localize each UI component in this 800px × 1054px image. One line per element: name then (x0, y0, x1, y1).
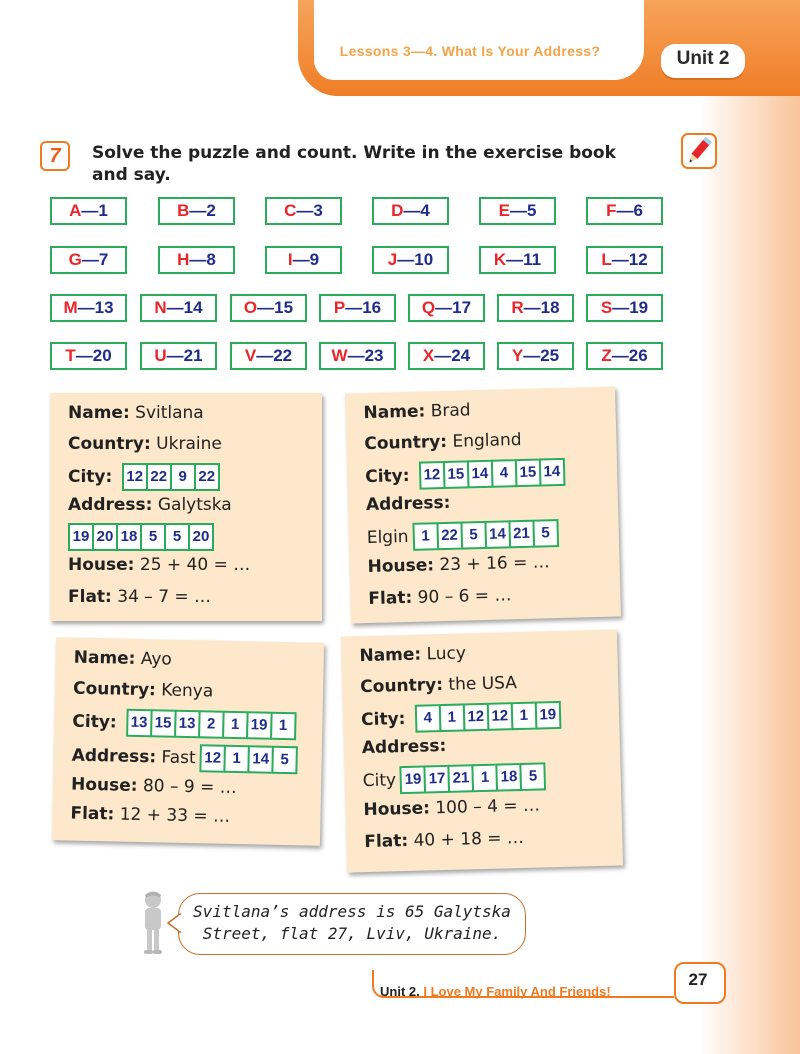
key-letter: Q (421, 298, 436, 317)
key-number: 18 (540, 298, 560, 317)
code-box: 13 (174, 710, 201, 739)
key-tile-2 (265, 197, 342, 225)
key-number: 7 (98, 250, 109, 269)
code-box: 12 (419, 461, 446, 490)
address-label: Address: (68, 495, 153, 515)
key-tile-4 (479, 246, 556, 274)
key-dash: — (75, 346, 93, 365)
key-tile-2 (265, 246, 342, 274)
code-box: 1 (438, 703, 465, 732)
address-row (71, 742, 296, 775)
exercise-number: 7 (40, 141, 70, 171)
key-dash: — (616, 201, 634, 220)
key-tile-6 (586, 342, 663, 370)
code-box: 19 (534, 701, 561, 730)
speech-bubble-tail (166, 912, 182, 934)
key-dash: — (81, 201, 99, 220)
key-number: 15 (274, 298, 294, 317)
code-box: 14 (467, 460, 494, 489)
code-box: 12 (199, 744, 226, 773)
name-value: Lucy (426, 643, 467, 665)
key-dash: — (611, 346, 629, 365)
code-box: 5 (532, 519, 559, 548)
address-card (341, 629, 623, 872)
key-dash: — (434, 346, 452, 365)
name-row (74, 648, 172, 670)
lesson-title: Lessons 3—4. What Is Your Address? (339, 43, 601, 59)
code-box: 5 (520, 762, 547, 791)
code-box: 22 (436, 522, 463, 551)
address-code-boxes (400, 762, 545, 794)
flat-expression: 40 + 18 = … (413, 827, 525, 851)
key-tile-1 (158, 197, 235, 225)
key-dash: — (397, 250, 415, 269)
code-box: 18 (116, 523, 142, 551)
country-label: Country: (68, 434, 151, 454)
key-letter: N (154, 298, 167, 317)
address-row (366, 493, 451, 515)
code-box: 19 (400, 765, 427, 794)
key-number: 21 (183, 346, 203, 365)
city-code-boxes (414, 701, 559, 733)
code-box: 2 (198, 710, 225, 739)
key-tile-0 (50, 342, 127, 370)
code-box: 21 (448, 764, 475, 793)
address-street-name: City (362, 770, 397, 792)
code-box: 4 (491, 459, 518, 488)
address-label: Address: (71, 745, 157, 768)
code-box: 15 (443, 460, 470, 489)
address-card (345, 387, 621, 624)
key-letter: W (331, 346, 348, 365)
key-tile-2 (230, 294, 307, 322)
key-letter: R (511, 298, 524, 317)
code-box: 5 (271, 746, 298, 775)
key-tile-3 (319, 294, 396, 322)
code-box: 14 (247, 745, 274, 774)
flat-expression: 90 – 6 = … (417, 585, 512, 608)
key-dash: — (611, 250, 629, 269)
key-letter: J (387, 250, 398, 269)
code-box: 1 (510, 702, 537, 731)
key-dash: — (189, 250, 207, 269)
exercise-instruction: Solve the puzzle and count. Write in the exercise book and say. (92, 143, 616, 185)
key-number: 4 (420, 201, 430, 220)
page-number: 27 (688, 970, 708, 989)
key-letter: O (243, 298, 258, 317)
speech-bubble-text (190, 901, 514, 945)
key-number: 19 (629, 298, 649, 317)
code-box: 1 (223, 745, 250, 774)
code-box: 17 (424, 765, 451, 794)
key-letter: U (154, 346, 167, 365)
code-box: 19 (246, 711, 273, 740)
key-tile-0 (50, 197, 127, 225)
code-box: 21 (508, 520, 535, 549)
key-number: 3 (313, 201, 323, 220)
key-number: 1 (98, 201, 108, 220)
address-card (50, 393, 322, 621)
code-box: 20 (92, 523, 118, 551)
code-box: 1 (222, 711, 249, 740)
key-tile-5 (497, 342, 574, 370)
key-tile-2 (230, 342, 307, 370)
key-letter: X (422, 346, 435, 365)
key-letter: L (601, 250, 612, 269)
code-box: 22 (194, 463, 220, 491)
code-box: 15 (150, 709, 177, 738)
name-label: Name: (68, 403, 130, 423)
speech-line-2: Street, flat 27, Lviv, Ukraine. (202, 924, 502, 943)
key-dash: — (345, 298, 363, 317)
flat-label: Flat: (68, 587, 112, 607)
address-label: Address: (365, 492, 451, 516)
footer-unit: Unit 2. (380, 984, 420, 999)
key-tile-4 (408, 294, 485, 322)
key-dash: — (256, 346, 274, 365)
name-label: Name: (363, 401, 426, 424)
key-dash: — (435, 298, 453, 317)
code-box: 14 (539, 458, 566, 487)
country-value: England (452, 429, 522, 452)
house-label: House: (367, 555, 435, 578)
address-code-boxes (68, 523, 212, 551)
code-box: 19 (68, 523, 94, 551)
pencil-icon (680, 130, 718, 172)
key-letter: F (606, 201, 617, 220)
address-card (52, 637, 324, 846)
key-letter: A (69, 201, 82, 220)
address-street-name: Galytska (157, 495, 232, 515)
key-letter: E (498, 201, 510, 220)
city-row (361, 701, 559, 734)
key-tile-6 (586, 294, 663, 322)
key-letter: V (244, 346, 257, 365)
country-label: Country: (364, 431, 448, 455)
key-letter: H (177, 250, 190, 269)
key-letter: M (63, 298, 78, 317)
key-letter: P (333, 298, 346, 317)
key-number: 2 (206, 201, 216, 220)
key-tile-4 (479, 197, 556, 225)
name-row (363, 400, 471, 423)
key-dash: — (506, 250, 524, 269)
house-expression: 25 + 40 = … (139, 555, 251, 575)
key-letter: D (391, 201, 404, 220)
speech-line-1: Svitlana’s address is 65 Galytska (193, 902, 511, 921)
key-number: 14 (183, 298, 203, 317)
name-value: Brad (430, 400, 471, 422)
house-row (68, 555, 250, 575)
key-tile-1 (158, 246, 235, 274)
code-box: 1 (472, 764, 499, 793)
flat-row (70, 804, 230, 827)
country-row (364, 430, 522, 454)
country-row (360, 673, 517, 697)
flat-row (68, 587, 211, 607)
flat-label: Flat: (368, 587, 413, 610)
key-number: 10 (414, 250, 434, 269)
key-number: 12 (628, 250, 648, 269)
key-number: 9 (309, 250, 320, 269)
country-row (73, 679, 214, 702)
key-tile-5 (586, 246, 663, 274)
code-box: 13 (126, 709, 153, 738)
key-letter: S (600, 298, 613, 317)
code-box: 9 (170, 463, 196, 491)
name-row (359, 643, 466, 666)
key-tile-1 (140, 294, 217, 322)
key-tile-5 (586, 197, 663, 225)
flat-expression: 12 + 33 = … (119, 804, 231, 827)
key-letter: I (287, 250, 293, 269)
key-letter: B (177, 201, 190, 220)
city-code-boxes (122, 463, 218, 491)
address-code-row (362, 762, 544, 795)
code-box: 1 (412, 522, 439, 551)
key-tile-3 (372, 197, 449, 225)
house-row (367, 552, 550, 577)
house-row (363, 796, 540, 821)
name-value: Ayo (140, 648, 173, 670)
key-number: 17 (452, 298, 472, 317)
country-value: Kenya (161, 680, 214, 702)
key-dash: — (347, 346, 365, 365)
city-row (365, 458, 563, 491)
house-row (71, 775, 237, 798)
country-label: Country: (360, 675, 444, 698)
key-letter: T (65, 346, 76, 365)
city-row (72, 708, 294, 741)
key-number: 25 (540, 346, 560, 365)
key-letter: K (493, 250, 507, 269)
key-number: 13 (94, 298, 114, 317)
key-dash: — (166, 298, 184, 317)
footer-title (380, 984, 611, 999)
house-expression: 80 – 9 = … (142, 776, 237, 799)
name-row (68, 403, 204, 423)
city-code-boxes (419, 458, 564, 490)
address-code-row (366, 519, 556, 552)
footer-unit-title: I Love My Family And Friends! (423, 984, 611, 999)
address-code-boxes (199, 744, 296, 774)
child-figure-icon (138, 890, 168, 956)
city-label: City: (360, 708, 406, 731)
key-letter: C (284, 201, 297, 220)
code-box: 5 (460, 521, 487, 550)
key-dash: — (189, 201, 207, 220)
address-code-boxes (412, 519, 557, 551)
house-label: House: (68, 555, 135, 575)
house-label: House: (70, 774, 138, 796)
house-expression: 100 – 4 = … (435, 795, 541, 819)
address-row (362, 736, 447, 758)
key-tile-3 (372, 246, 449, 274)
unit-label: Unit 2 (676, 48, 730, 69)
key-dash: — (523, 298, 541, 317)
name-value: Svitlana (135, 403, 204, 423)
house-label: House: (363, 798, 431, 821)
code-box: 5 (164, 523, 190, 551)
key-dash: — (403, 201, 421, 220)
address-label: Address: (361, 735, 447, 759)
code-box: 12 (462, 703, 489, 732)
key-dash: — (509, 201, 527, 220)
flat-label: Flat: (364, 830, 409, 853)
name-label: Name: (359, 644, 422, 667)
code-box: 1 (270, 712, 297, 741)
key-number: 22 (273, 346, 293, 365)
key-number: 20 (92, 346, 112, 365)
key-dash: — (81, 250, 99, 269)
code-box: 12 (122, 463, 148, 491)
key-dash: — (523, 346, 541, 365)
city-row (68, 463, 218, 491)
address-street-name: Fast (161, 747, 196, 769)
code-box: 22 (146, 463, 172, 491)
flat-expression: 34 – 7 = … (117, 587, 212, 607)
key-dash: — (166, 346, 184, 365)
flat-label: Flat: (70, 803, 115, 825)
key-letter: Y (511, 346, 524, 365)
country-value: Ukraine (156, 434, 222, 454)
code-box: 14 (484, 520, 511, 549)
key-number: 8 (206, 250, 216, 269)
code-box: 20 (188, 523, 214, 551)
address-code-row (64, 523, 212, 551)
city-label: City: (364, 465, 410, 488)
city-label: City: (68, 467, 113, 487)
city-code-boxes (126, 709, 295, 741)
country-row (68, 434, 222, 454)
key-number: 6 (633, 201, 643, 220)
code-box: 4 (414, 704, 441, 733)
house-expression: 23 + 16 = … (439, 552, 551, 576)
key-number: 11 (523, 250, 542, 269)
code-box: 18 (496, 763, 523, 792)
key-tile-3 (319, 342, 396, 370)
address-street-name: Elgin (366, 526, 409, 549)
key-tile-1 (140, 342, 217, 370)
flat-row (368, 585, 512, 609)
key-letter: Z (601, 346, 612, 365)
key-tile-0 (50, 294, 127, 322)
key-number: 5 (526, 201, 537, 220)
country-value: the USA (448, 673, 518, 695)
key-dash: — (296, 201, 314, 220)
address-row (68, 495, 232, 515)
flat-row (364, 828, 524, 852)
code-box: 5 (140, 523, 166, 551)
city-label: City: (72, 711, 117, 733)
country-label: Country: (72, 678, 157, 701)
key-letter: G (68, 250, 82, 269)
key-number: 24 (451, 346, 471, 365)
code-box: 15 (515, 458, 542, 487)
key-dash: — (292, 250, 310, 269)
name-label: Name: (73, 647, 136, 669)
key-number: 23 (364, 346, 384, 365)
key-number: 26 (628, 346, 648, 365)
key-dash: — (77, 298, 95, 317)
code-box: 12 (486, 702, 513, 731)
key-dash: — (612, 298, 630, 317)
key-dash: — (257, 298, 275, 317)
key-tile-0 (50, 246, 127, 274)
key-number: 16 (362, 298, 382, 317)
header-title-area (314, 0, 644, 80)
key-tile-5 (497, 294, 574, 322)
key-tile-4 (408, 342, 485, 370)
